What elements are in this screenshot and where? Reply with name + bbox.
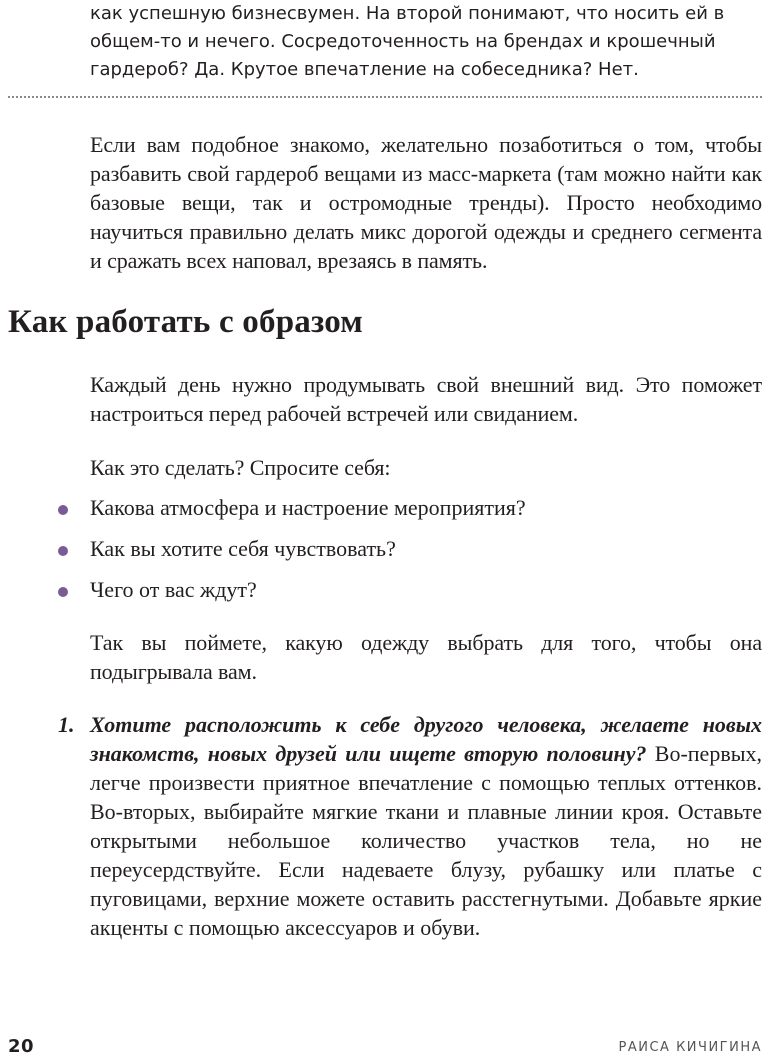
paragraph-mass-market: Если вам подобное знакомо, желательно позаботиться о том, чтобы разбавить свой гардероб вещами из масс-маркета (там можно найти как базовые вещи, так и остромодные тренды). Просто необходимо научиться правильно делать микс дорогой одежды и среднего сегмента и сражать всех наповал, врезаясь в память. — [90, 132, 762, 273]
bullet-dot-icon — [58, 505, 68, 515]
intro-box-text: как успешную бизнесвумен. На второй понимают, что носить ей в общем-то и нечего. Сосредоточенность на брендах и крошечный гардероб? Да. Крутое впечатление на собеседника? Нет. — [90, 3, 725, 80]
list-item — [58, 493, 758, 523]
paragraph-how-to: Как это сделать? Спросите себя: — [90, 455, 391, 480]
dotted-divider — [8, 96, 762, 98]
list-item — [58, 534, 758, 564]
list-number: 1. — [58, 712, 75, 737]
running-footer-author: РАИСА КИЧИГИНА — [618, 1040, 762, 1055]
bullet-dot-icon — [58, 546, 68, 556]
section-heading: Как работать с образом — [8, 304, 363, 340]
list-item-text: Как вы хотите себя чувствовать? — [90, 536, 396, 561]
paragraph-conclusion: Так вы поймете, какую одежду выбрать для того, чтобы она подыгрывала вам. — [90, 630, 762, 684]
list-item — [58, 575, 758, 605]
page-number: 20 — [8, 1036, 35, 1057]
list-item-text: Какова атмосфера и настроение мероприятия? — [90, 495, 526, 520]
list-item-text: Чего от вас ждут? — [90, 577, 257, 602]
paragraph-daily-look: Каждый день нужно продумывать свой внешний вид. Это поможет настроиться перед рабочей встречей или свиданием. — [90, 372, 762, 426]
numbered-item-question: Хотите расположить к себе другого человека, желаете новых знакомств, новых друзей или ищете вторую половину? — [90, 712, 762, 766]
numbered-item-text — [90, 710, 762, 942]
bullet-dot-icon — [58, 587, 68, 597]
numbered-item-body: Во-первых, легче произвести приятное впечатление с помощью теплых оттенков. Во-вторых, выбирайте мягкие ткани и плавные линии кроя. Оставьте открытыми небольшое количество участков тела, но не переусердствуйте. Если надеваете блузу, рубашку или платье с пуговицами, верхние можете оставить расстегнутыми. Добавьте яркие акценты с помощью аксессуаров и обуви. — [90, 741, 762, 940]
